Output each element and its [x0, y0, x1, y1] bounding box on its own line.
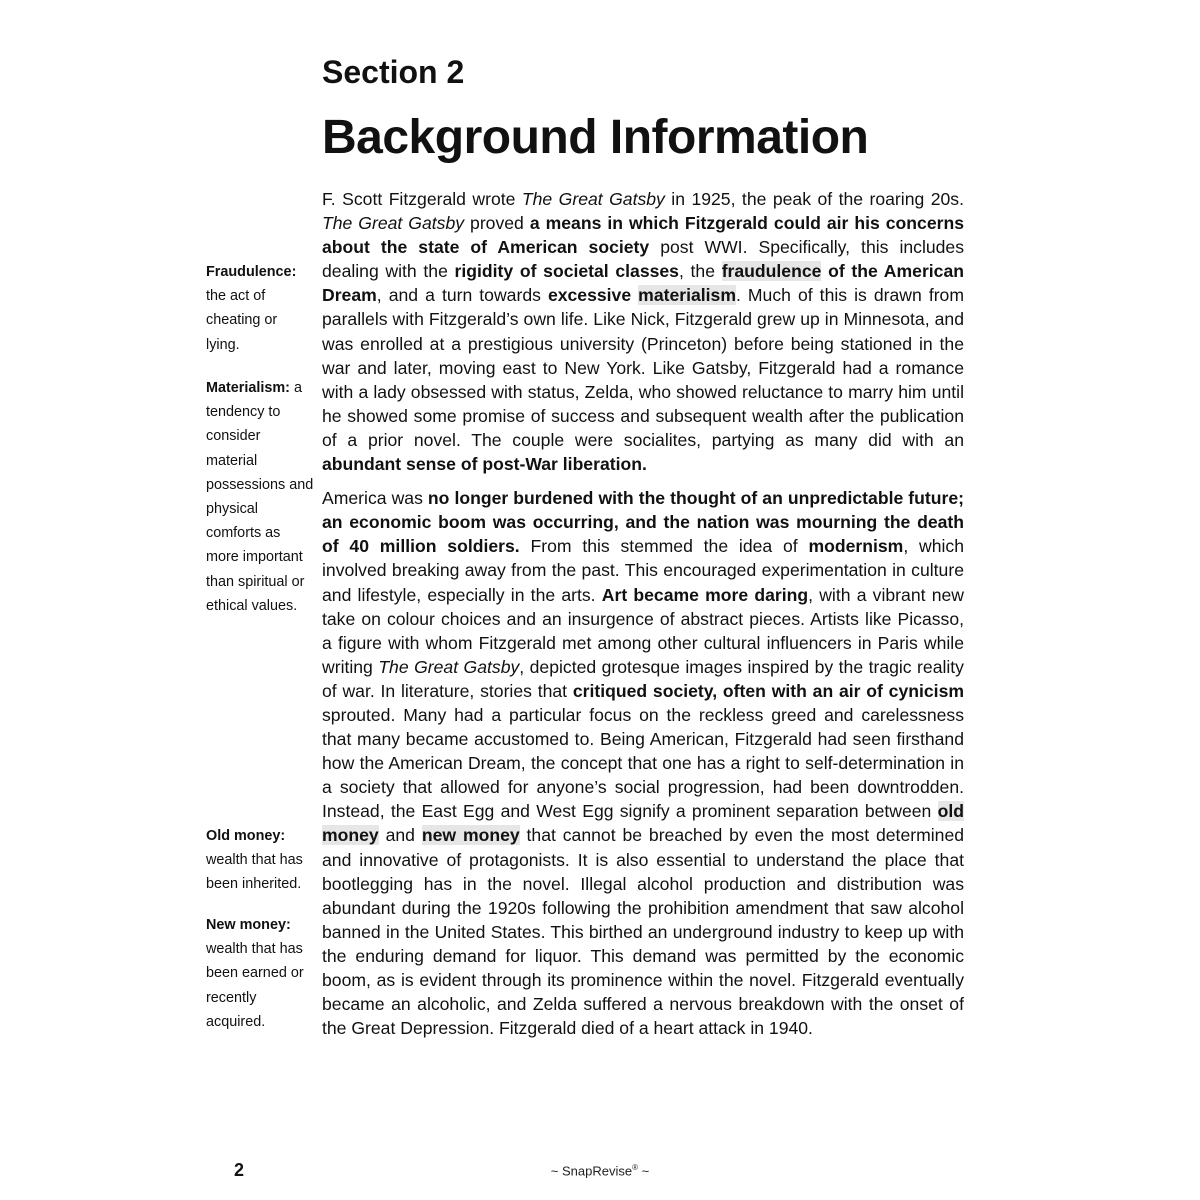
- key-phrase: modernism: [808, 536, 904, 557]
- glossary-definition: the act of cheating or lying.: [206, 288, 278, 353]
- glossary-term: New money:: [206, 917, 291, 933]
- glossary-old-money: [206, 824, 314, 897]
- book-title: The Great Gatsby: [322, 213, 465, 234]
- key-phrase: critiqued society, often with an air of cynicism: [572, 680, 964, 701]
- page-number: 2: [234, 1160, 245, 1180]
- tilde-left: ~: [550, 1163, 562, 1179]
- glossary-new-money: [206, 913, 314, 1034]
- glossary-term: Old money:: [206, 828, 286, 844]
- footer-brand: [0, 1163, 1200, 1178]
- brand-name: SnapRevise: [561, 1163, 633, 1179]
- text-run: post WWI. Specifically, this includes dealing with the: [322, 237, 965, 282]
- book-title: The Great Gatsby: [378, 656, 520, 677]
- tilde-right: ~: [638, 1163, 650, 1179]
- paragraph-1: [322, 187, 964, 476]
- body-text: [322, 187, 964, 1040]
- text-run: , with a vibrant new take on colour choices and an insurgence of abstract pieces. Artists like Picasso, a figure with whom Fitzgerald met among other cultural influencers in Paris while writing: [322, 584, 964, 677]
- glossary-highlight: new money: [421, 825, 520, 846]
- glossary-definition: a tendency to consider material possessions and physical comforts as more important than spiritual or ethical values.: [206, 380, 314, 614]
- glossary-term: Fraudulence:: [206, 264, 297, 280]
- text-run: and: [378, 825, 422, 846]
- text-run: . Much of this is drawn from parallels with Fitzgerald’s own life. Like Nick, Fitzgerald grew up in Minnesota, and was enrolled at a prestigious university (Princeton) before being stationed in the war and later, moving east to New York. Like Gatsby, Fitzgerald had a romance with a lady obsessed with status, Zelda, who showed reluctance to marry him until he showed some promise of success and subsequent wealth after the publication of a prior novel. The couple were socialites, partying as many did with an: [322, 285, 965, 450]
- paragraph-2: [322, 486, 964, 1040]
- text-run: America was: [322, 488, 428, 509]
- key-phrase: rigidity of societal classes: [454, 261, 679, 282]
- key-phrase: excessive: [547, 285, 639, 306]
- text-run: , and a turn towards: [376, 285, 548, 306]
- key-phrase: Art became more daring: [601, 584, 809, 605]
- glossary-highlight: materialism: [638, 285, 736, 306]
- key-phrase: a means in which Fitzgerald could air his concerns about the state of American society: [322, 213, 964, 258]
- text-run: From this stemmed the idea of: [519, 536, 809, 557]
- section-label: Section 2: [322, 54, 465, 90]
- book-title: The Great Gatsby: [521, 189, 665, 209]
- text-run: that cannot be breached by even the most determined and innovative of protagonists. It is also essential to understand the place that bootlegging has in the novel. Illegal alcohol production and distribution was abundant during the 1920s following the prohibition amendment that saw alcohol banned in the United States. This birthed an underground industry to keep up with the enduring demand for liquor. This demand was permitted by the economic boom, as is evident through its prominence within the novel. Fitzgerald eventually became an alcoholic, and Zelda suffered a nervous breakdown with the onset of the Great Depression. Fitzgerald died of a heart attack in 1940.: [322, 825, 965, 1039]
- text-run: , depicted grotesque images inspired by the tragic reality of war. In literature, stories that: [322, 656, 964, 701]
- glossary-definition: wealth that has been inherited.: [206, 852, 303, 893]
- glossary-materialism: [206, 376, 314, 618]
- registered-mark: ®: [632, 1163, 638, 1172]
- glossary-highlight: old money: [322, 801, 964, 846]
- glossary-fraudulence: [206, 260, 314, 357]
- text-run: sprouted. Many had a particular focus on the reckless greed and carelessness that many became accustomed to. Being American, Fitzgerald had seen firsthand how the American Dream, the concept that one has a right to self-determination in a society that allowed for anyone’s social progression, had been downtrodden. Instead, the East Egg and West Egg signify a prominent separation between: [322, 704, 964, 822]
- text-run: , the: [678, 261, 722, 282]
- glossary-term: Materialism:: [206, 380, 290, 396]
- text-run: , which involved breaking away from the past. This encouraged experimentation in culture and lifestyle, especially in the arts.: [322, 536, 965, 605]
- page-title: Background Information: [322, 111, 869, 164]
- key-phrase: no longer burdened with the thought of an unpredictable future; an economic boom was occurring, and the nation was mourning the death of 40 million soldiers.: [322, 488, 964, 557]
- glossary-definition: wealth that has been earned or recently acquired.: [206, 941, 304, 1030]
- text-run: proved: [464, 213, 530, 234]
- key-phrase: of the American Dream: [322, 261, 964, 306]
- key-phrase: abundant sense of post-War liberation.: [322, 454, 647, 475]
- glossary-highlight: fraudulence: [721, 261, 822, 282]
- text-run: F. Scott Fitzgerald wrote: [322, 189, 522, 209]
- text-run: in 1925, the peak of the roaring 20s.: [664, 189, 964, 209]
